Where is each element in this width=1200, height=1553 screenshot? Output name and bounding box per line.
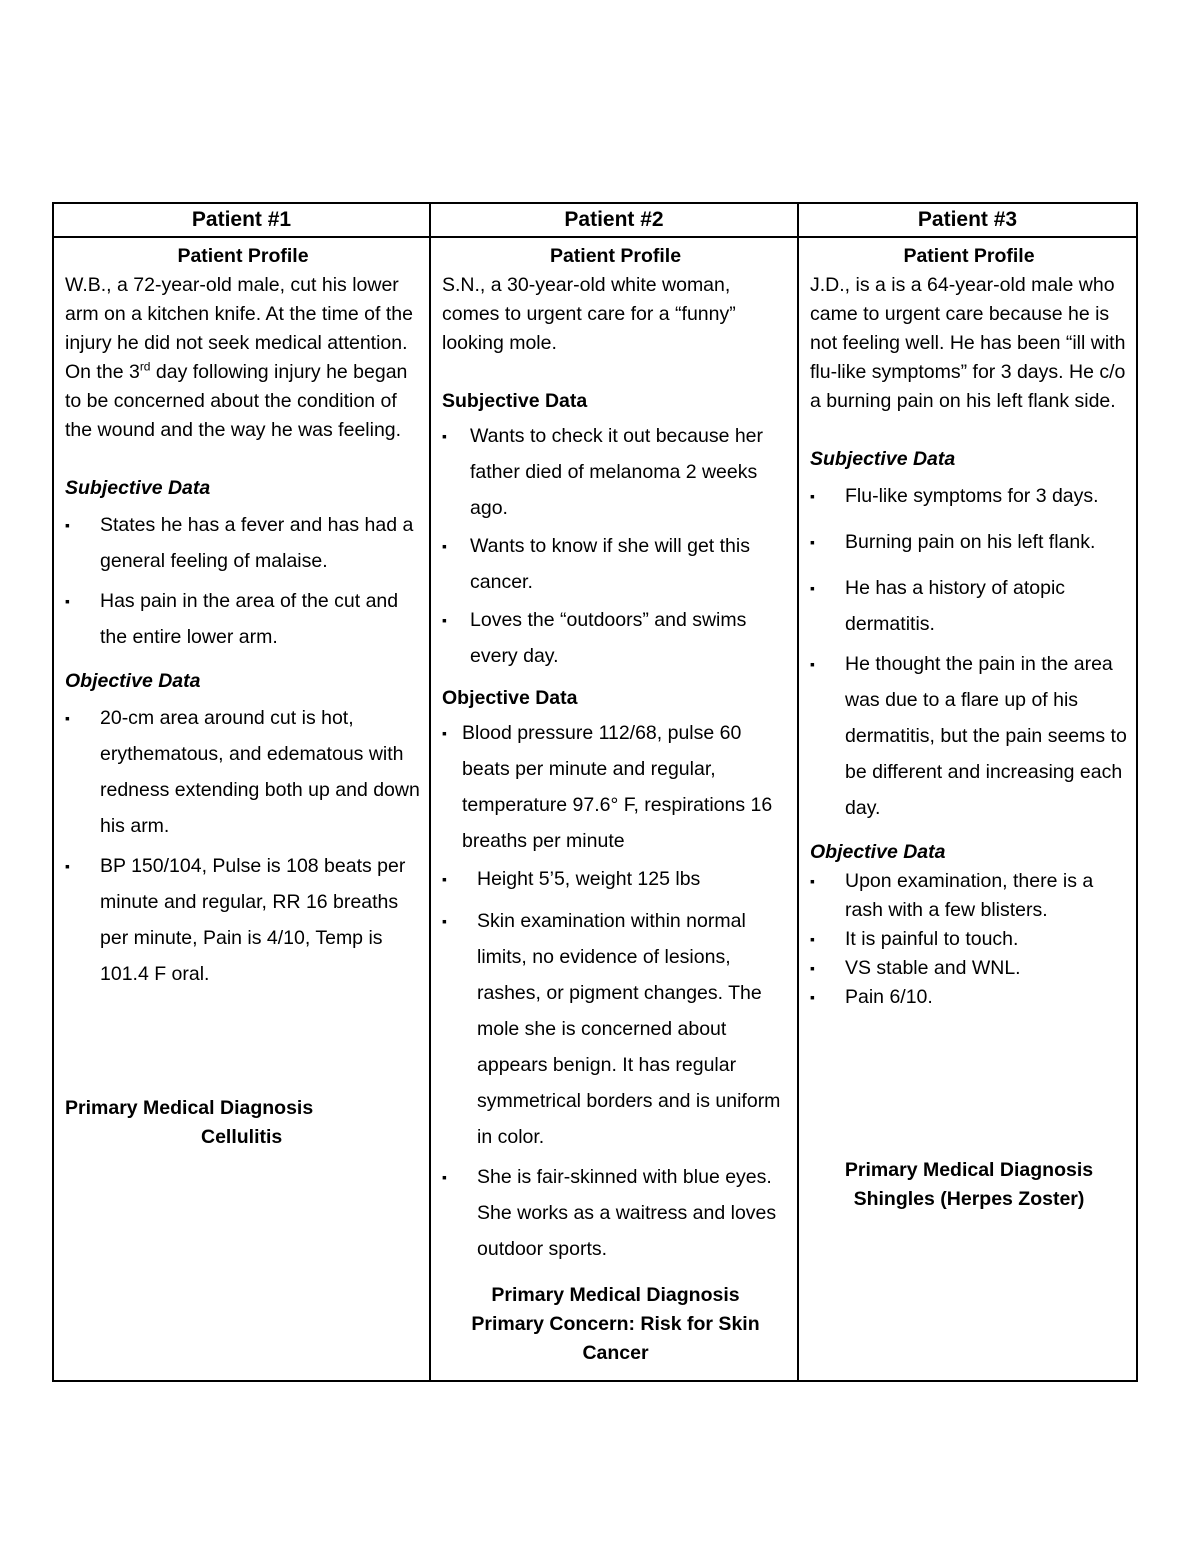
list-item: ▪ States he has a fever and has had a general feeling of malaise.: [65, 507, 421, 579]
list-item: ▪ Wants to know if she will get this cancer.: [442, 528, 789, 600]
list-item: ▪ Upon examination, there is a rash with a few blisters.: [810, 867, 1128, 925]
objective-label: Objective Data: [65, 670, 201, 692]
profile-text: W.B., a 72-year-old male, cut his lower arm on a kitchen knife. At the time of the injury he did not seek medical attention. On the 3rd day following injury he began to be concerned about the condition of the wound and the way he was feeling.: [65, 274, 413, 441]
list-item: ▪ BP 150/104, Pulse is 108 beats per minute and regular, RR 16 breaths per minute, Pain is 4/10, Temp is 101.4 F oral.: [65, 848, 421, 992]
profile-label: Patient Profile: [549, 245, 682, 267]
profile-text: S.N., a 30-year-old white woman, comes to urgent care for a “funny” looking mole.: [442, 274, 736, 354]
patient-2-cell: [430, 237, 798, 1381]
subjective-label: Subjective Data: [810, 448, 956, 470]
objective-label: Objective Data: [810, 841, 946, 863]
header-row: [53, 203, 1137, 237]
list-item: ▪ VS stable and WNL.: [810, 954, 1128, 983]
patient-2-header: Patient #2: [430, 203, 798, 237]
objective-list: [65, 700, 421, 992]
list-item: ▪ Pain 6/10.: [810, 983, 1128, 1012]
diagnosis-label: Primary Medical Diagnosis: [491, 1284, 740, 1306]
list-item: ▪ He has a history of atopic dermatitis.: [810, 570, 1128, 642]
profile-label: Patient Profile: [177, 245, 309, 267]
list-item: ▪ Loves the “outdoors” and swims every day.: [442, 602, 789, 674]
list-item: ▪ 20-cm area around cut is hot, erythematous, and edematous with redness extending both up and down his arm.: [65, 700, 421, 844]
profile-label: Patient Profile: [903, 245, 1035, 267]
subjective-label: Subjective Data: [65, 477, 211, 499]
subjective-label: Subjective Data: [442, 390, 588, 412]
objective-label: Objective Data: [442, 687, 578, 709]
subjective-list: [65, 507, 421, 655]
diagnosis-value: Shingles (Herpes Zoster): [853, 1188, 1085, 1210]
list-item: ▪ He thought the pain in the area was due to a flare up of his dermatitis, but the pain seems to be different and increasing each day.: [810, 646, 1128, 826]
list-item: ▪ Flu-like symptoms for 3 days.: [810, 478, 1128, 514]
profile-text: J.D., is a is a 64-year-old male who came to urgent care because he is not feeling well. He has been “ill with flu-like symptoms” for 3 days. He c/o a burning pain on his left flank side.: [810, 274, 1126, 412]
diagnosis-value: Primary Concern: Risk for Skin Cancer: [471, 1313, 760, 1364]
list-item: ▪ She is fair-skinned with blue eyes. She works as a waitress and loves outdoor sports.: [442, 1159, 789, 1267]
list-item: ▪ Has pain in the area of the cut and the entire lower arm.: [65, 583, 421, 655]
list-item: ▪ Burning pain on his left flank.: [810, 524, 1128, 560]
diagnosis-label: Primary Medical Diagnosis: [844, 1159, 1094, 1181]
objective-list: [442, 715, 789, 1267]
patient-3-header: Patient #3: [798, 203, 1137, 237]
list-item: ▪ Wants to check it out because her father died of melanoma 2 weeks ago.: [442, 418, 789, 526]
list-item: ▪ Blood pressure 112/68, pulse 60 beats per minute and regular, temperature 97.6° F, respirations 16 breaths per minute: [442, 715, 789, 859]
patient-table: [52, 202, 1138, 1382]
list-item: ▪ Height 5’5, weight 125 lbs: [442, 861, 789, 897]
content-row: [53, 237, 1137, 1381]
patient-1-header: Patient #1: [53, 203, 430, 237]
list-item: ▪ Skin examination within normal limits, no evidence of lesions, rashes, or pigment changes. The mole she is concerned about appears benign. It has regular symmetrical borders and is uniform in color.: [442, 903, 789, 1155]
diagnosis-value: Cellulitis: [201, 1126, 283, 1148]
subjective-list: [442, 418, 789, 674]
diagnosis-label: Primary Medical Diagnosis: [65, 1097, 314, 1119]
list-item: ▪ It is painful to touch.: [810, 925, 1128, 954]
patient-3-cell: [798, 237, 1137, 1381]
patient-1-cell: [53, 237, 430, 1381]
objective-list: [810, 867, 1128, 1012]
subjective-list: [810, 478, 1128, 826]
